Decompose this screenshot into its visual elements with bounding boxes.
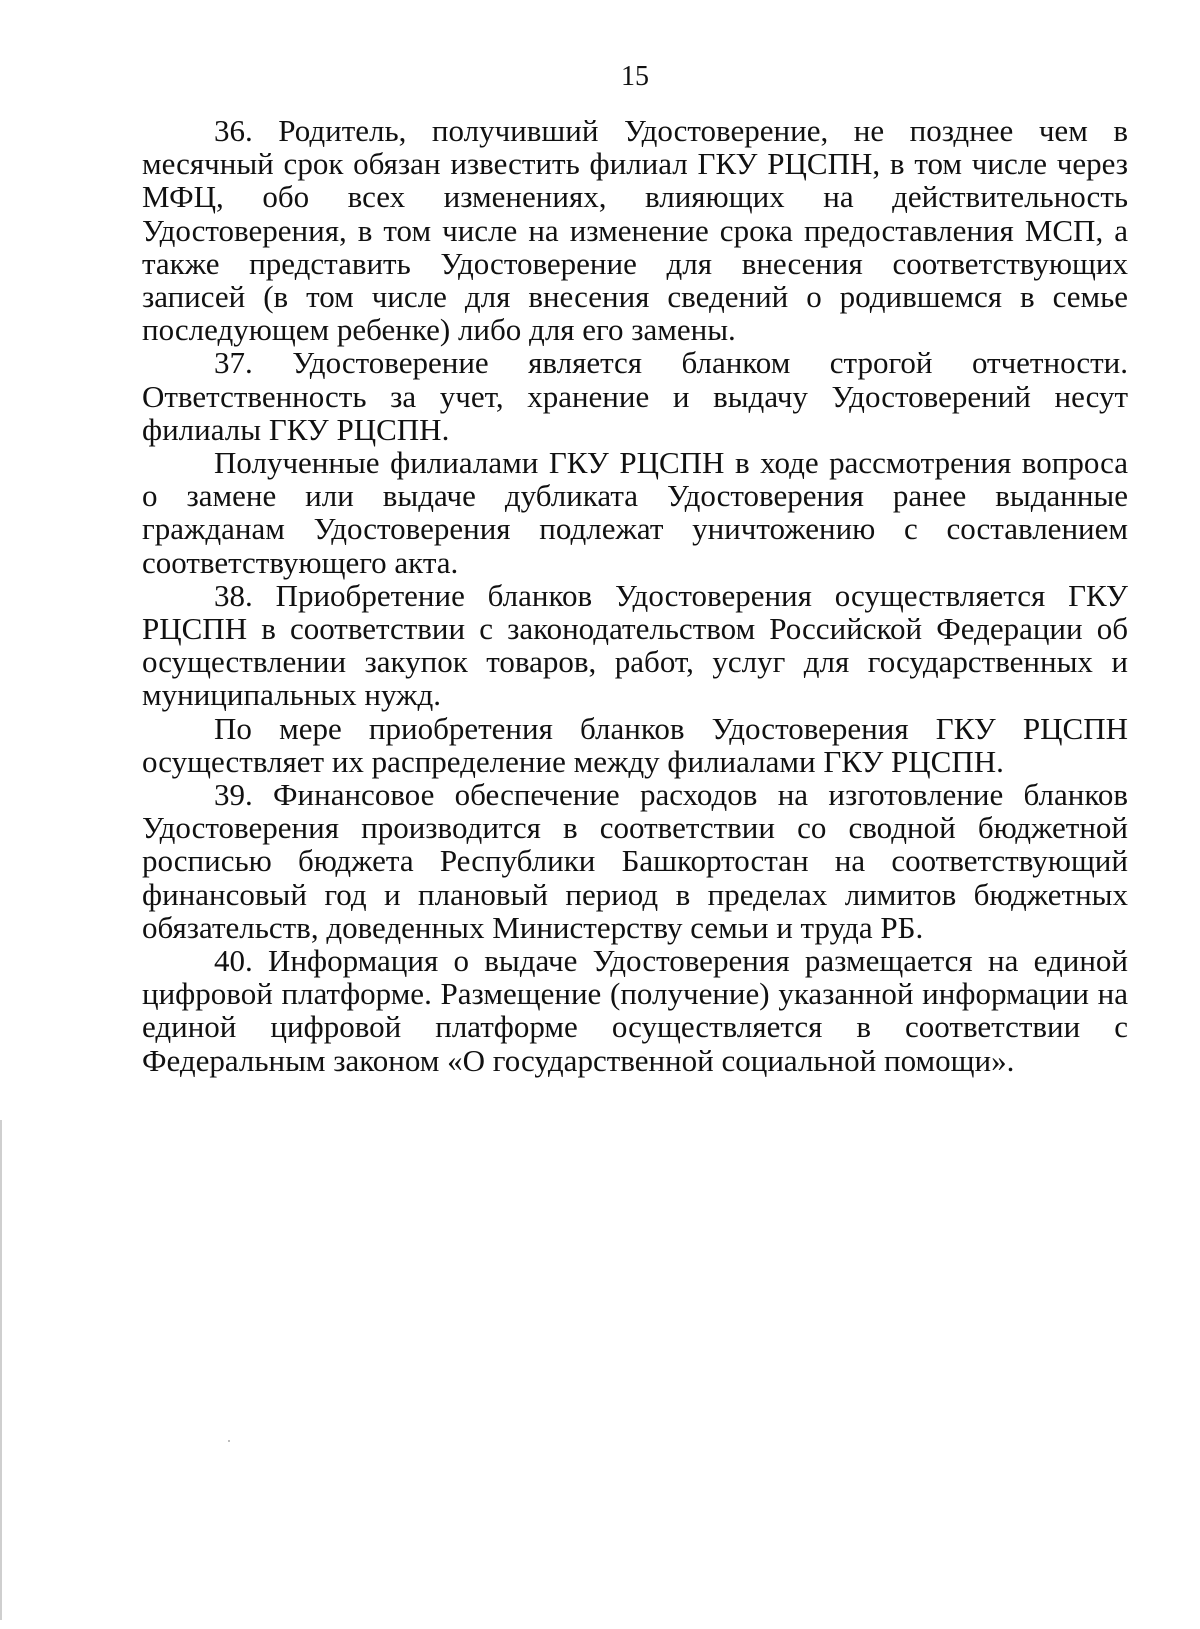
page-number: 15 xyxy=(621,61,649,92)
scan-speck xyxy=(228,1440,230,1442)
paragraph-37: 37. Удостоверение является бланком строгой отчетности. Ответственность за учет, хранение и выдачу Удостоверений несут филиалы ГКУ РЦСПН. xyxy=(142,345,1128,447)
paragraph-36: 36. Родитель, получивший Удостоверение, не позднее чем в месячный срок обязан известить филиал ГКУ РЦСПН, в том числе через МФЦ, обо всех изменениях, влияющих на действительность Удостоверения, в том числе на изменение срока предоставления МСП, а также представить Удостоверение для внесения соответствующих записей (в том числе для внесения сведений о родившемся в семье последующем ребенке) либо для его замены. xyxy=(142,113,1128,348)
paragraph-40: 40. Информация о выдаче Удостоверения размещается на единой цифровой платформе. Размещение (получение) указанной информации на единой цифровой платформе осуществляется в соответствии с Федеральным законом «О государственной социальной помощи». xyxy=(142,943,1128,1078)
paragraph-37-continuation: Полученные филиалами ГКУ РЦСПН в ходе рассмотрения вопроса о замене или выдаче дубликата Удостоверения ранее выданные гражданам Удостоверения подлежат уничтожению с составлением соответствующего акта. xyxy=(142,445,1128,580)
document-body xyxy=(142,114,1128,1077)
paragraph-38-continuation: По мере приобретения бланков Удостоверения ГКУ РЦСПН осуществляет их распределение между филиалами ГКУ РЦСПН. xyxy=(142,710,1128,779)
paragraph-39: 39. Финансовое обеспечение расходов на изготовление бланков Удостоверения производится в соответствии со сводной бюджетной росписью бюджета Республики Башкортостан на соответствующий финансовый год и плановый период в пределах лимитов бюджетных обязательств, доведенных Министерству семьи и труда РБ. xyxy=(142,777,1128,945)
scan-edge-line xyxy=(0,1120,2,1620)
paragraph-38: 38. Приобретение бланков Удостоверения осуществляется ГКУ РЦСПН в соответствии с законодательством Российской Федерации об осуществлении закупок товаров, работ, услуг для государственных и муниципальных нужд. xyxy=(142,577,1128,713)
